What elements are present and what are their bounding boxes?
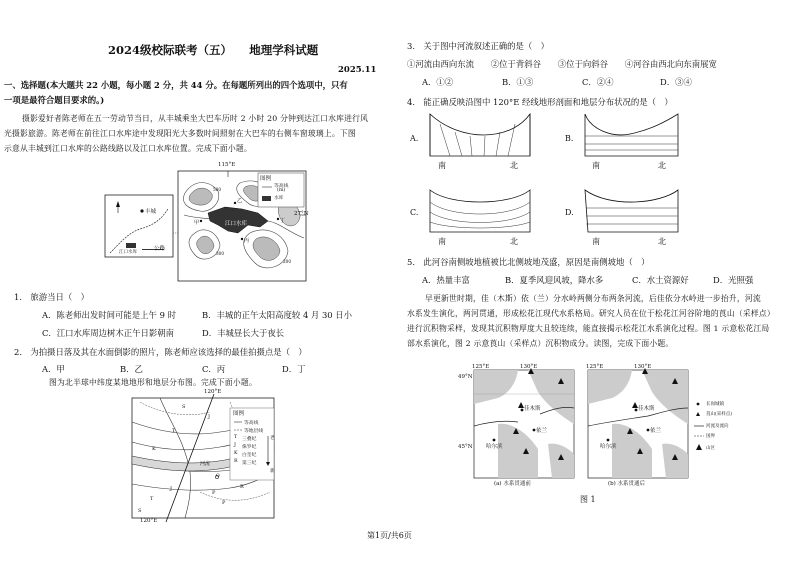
strata-letter: S [138,508,142,514]
north-label: 北 [658,161,666,170]
q4-stem: 4. 能正确反映沿图中 120°E 经线地形剖面和地层分布状况的是（ ） [407,97,673,107]
strata-letter: T [150,496,154,502]
page-title: 2024级校际联考（五） 地理学科试题 [108,43,319,57]
city-jiamusi: 佳木斯 [638,406,655,412]
map-b-caption: (b) 水系贯通后 [608,481,646,487]
q1-stem: 1. 旅游当日（ ） [14,292,89,302]
strata-letter: K [152,446,156,452]
map-a-caption: (a) 水系贯通前 [494,481,531,487]
songhua-legend [694,403,704,450]
contour-value: 200 [283,259,291,264]
geo-legend-letter: T [234,435,238,440]
profile-options [410,108,710,256]
songhua-svg [458,364,728,488]
reservoir-map [100,163,310,285]
q3-option-b[interactable]: B．①③ [502,77,534,87]
map-lat2: 45°N [458,444,473,450]
q2-option-b[interactable]: B．乙 [120,364,143,374]
profile-svg [410,108,710,256]
south-label: 南 [438,161,446,170]
city-harbin: 哈尔滨 [486,444,503,450]
strata-letter: O [216,474,220,479]
legend-title: 图例 [260,176,272,182]
strata-letter: J [170,486,173,492]
q5-option-b[interactable]: B．夏季风迎风坡，降水多 [505,275,604,285]
strata-letter: P [222,500,226,506]
map-lat1: 49°N [458,374,473,380]
map-before [474,368,574,478]
map-lon-label: 115°E [218,162,236,168]
strata-letter: R [240,484,244,490]
north-label: 北 [510,161,518,170]
strata-letter: J [208,414,211,420]
contour-value: 300 [216,251,224,256]
q5-option-a[interactable]: A．热量丰富 [422,275,470,285]
profile-b[interactable] [585,114,678,156]
point-ding: 丁 [280,218,286,224]
q3-option-a[interactable]: A．①② [422,77,454,87]
q5-option-d[interactable]: D．光照强 [713,275,754,285]
north-label: 北 [658,237,666,246]
geo-legend-title: 图例 [233,411,245,417]
contour-value: 500 [213,187,221,192]
map-lon1: 125°E [472,364,490,370]
city-harbin: 哈尔滨 [600,444,617,450]
geo-legend-letter: J [234,443,236,448]
geo-legend-item: 第三纪 [242,461,257,466]
meridian-label-bottom: 120°E [140,518,158,524]
city-marker [140,209,143,212]
inset-reservoir-label: 江口水库 [119,250,137,255]
map-lon2: 130°E [634,364,652,370]
legend-river: 河流及流向 [706,424,729,429]
legend-water: 水库 [274,196,284,201]
south-label: 南 [438,237,446,246]
legend-sample: 莨山(采样点) [706,412,733,417]
q3-stem: 3. 关于图中河流叙述正确的是（ ） [407,41,549,51]
material1-line: 示意从丰城到江口水库的公路线路以及江口水库位置。完成下面小题。 [4,144,252,153]
profile-label-d: D. [565,208,574,217]
profile-label-c: C. [410,208,419,217]
geo-legend-old: 老 [270,436,275,441]
map-lat-label: 27°N [294,211,309,217]
q5-stem: 5. 此河谷南侧坡地植被比北侧坡地茂盛，原因是南侧坡地（ ） [407,257,650,267]
map-after [588,368,688,478]
profile-c[interactable] [430,190,530,232]
point-bing: 丙 [244,238,250,244]
point-yi: 乙 [237,198,243,204]
legend-mountain: 山区 [706,446,715,451]
map-lon2: 130°E [520,364,538,370]
south-label: 南 [592,237,600,246]
legend-contour-unit: (m) [277,188,286,193]
geology-map-svg [130,392,280,524]
q2-stem: 2. 为拍摄日落及其在水面倒影的照片，陈老师应该选择的最佳拍摄点是（ ） [14,347,307,357]
q5-option-c[interactable]: C．水土资源好 [632,275,689,285]
songhua-maps [458,364,733,488]
material3-line: 部水系演化，图 2 示意莨山（采样点）沉积物成分。读图，完成下面小题。 [407,339,674,348]
page-number: 第1页/共6页 [367,531,412,540]
profile-d[interactable] [585,190,678,232]
north-label: 北 [510,237,518,246]
geo-legend-item: 等地层线 [244,429,264,434]
material3-line: 进行沉积物采样，发现其沉积物厚度大且较连续，能直接揭示松花江水系演化过程。图 1 示意松花江局 [407,324,770,333]
section1-heading: 一、选择题(本大题共 22 小题，每小题 2 分，共 44 分。在每题所列出的四个选项中，只有 [4,80,348,90]
q3-option-c[interactable]: C．②④ [582,77,614,87]
profile-a[interactable] [430,114,530,156]
profile-label-b: B. [565,134,574,143]
map-lon1: 125°E [586,364,604,370]
profile-label-a: A. [410,134,419,143]
q2-option-a[interactable]: A．甲 [42,364,65,374]
material1-line: 摄影爱好者陈老师在五一劳动节当日，从丰城乘坐大巴车历时 2 小时 20 分钟到达江口水库进行风 [22,114,369,123]
strata-letter: T [172,428,176,434]
geo-legend-item: 白垩纪 [242,453,257,458]
material2-intro: 图为北半球中纬度某地地形和地层分布图。完成下面小题。 [49,378,257,387]
city-yilan: 依兰 [650,428,662,434]
q1-option-c[interactable]: C．江口水库周边树木正午日影朝南 [42,328,175,338]
material3-line: 早更新世时期，佳（木斯）依（兰）分水岭两侧分布两条河流，后佳依分水岭进一步抬升，河流 [425,294,761,303]
river-label: 河流 [200,461,211,467]
meridian-label-top: 120°E [204,389,222,395]
geo-legend-letter: R [234,459,238,464]
map-reservoir-label: 江口水库 [225,221,248,227]
map-city-label: 丰城 [145,209,157,215]
geo-legend-letter: K [234,451,238,456]
exam-date: 2025.11 [338,65,377,75]
q1-option-a[interactable]: A．陈老师出发时间可能是上午 9 时 [42,310,176,320]
q3-option-d[interactable]: D．③④ [660,77,692,87]
section1-heading-cont: 一项是最符合题目要求的。) [4,95,105,105]
material1-line: 光摄影旅游。陈老师在前往江口水库途中发现阳光大多数时间照射在大巴车的右侧车窗玻璃上。下图 [4,129,356,138]
geology-map [130,389,280,524]
q2-option-c[interactable]: C．丙 [202,364,226,374]
geo-legend-new: 新 [270,469,275,474]
point-jia: 甲 [194,220,200,226]
inset-road-label: 公路 [154,246,166,252]
geo-legend-item: 侏罗纪 [242,445,257,450]
strata-letter: S [182,404,186,410]
south-label: 南 [592,161,600,170]
city-yilan: 依兰 [536,428,548,434]
legend-border: 国界 [706,434,715,439]
material3-line: 水系发生演化，两河贯通，形成松花江现代水系格局。研究人员在位于松花江河谷阶地的莨山（采样点） [407,309,775,318]
city-jiamusi: 佳木斯 [524,406,541,412]
geo-legend-item: 等高线 [244,421,259,426]
strata-letter: P [212,490,216,496]
legend-contour: 等高线 [274,184,289,189]
q1-option-d[interactable]: D．丰城昼长大于夜长 [202,328,285,338]
figure-caption: 图 1 [580,495,596,504]
geo-legend-item: 三叠纪 [242,437,257,442]
q1-option-b[interactable]: B．丰城的正午太阳高度较 4 月 30 日小 [202,310,353,320]
q3-items: ①河流由西向东流 ②位于背斜谷 ③位于向斜谷 ④河谷由西北向东南展宽 [407,59,717,69]
legend-town: 长岗城镇 [706,402,724,407]
q2-option-d[interactable]: D．丁 [282,364,306,374]
